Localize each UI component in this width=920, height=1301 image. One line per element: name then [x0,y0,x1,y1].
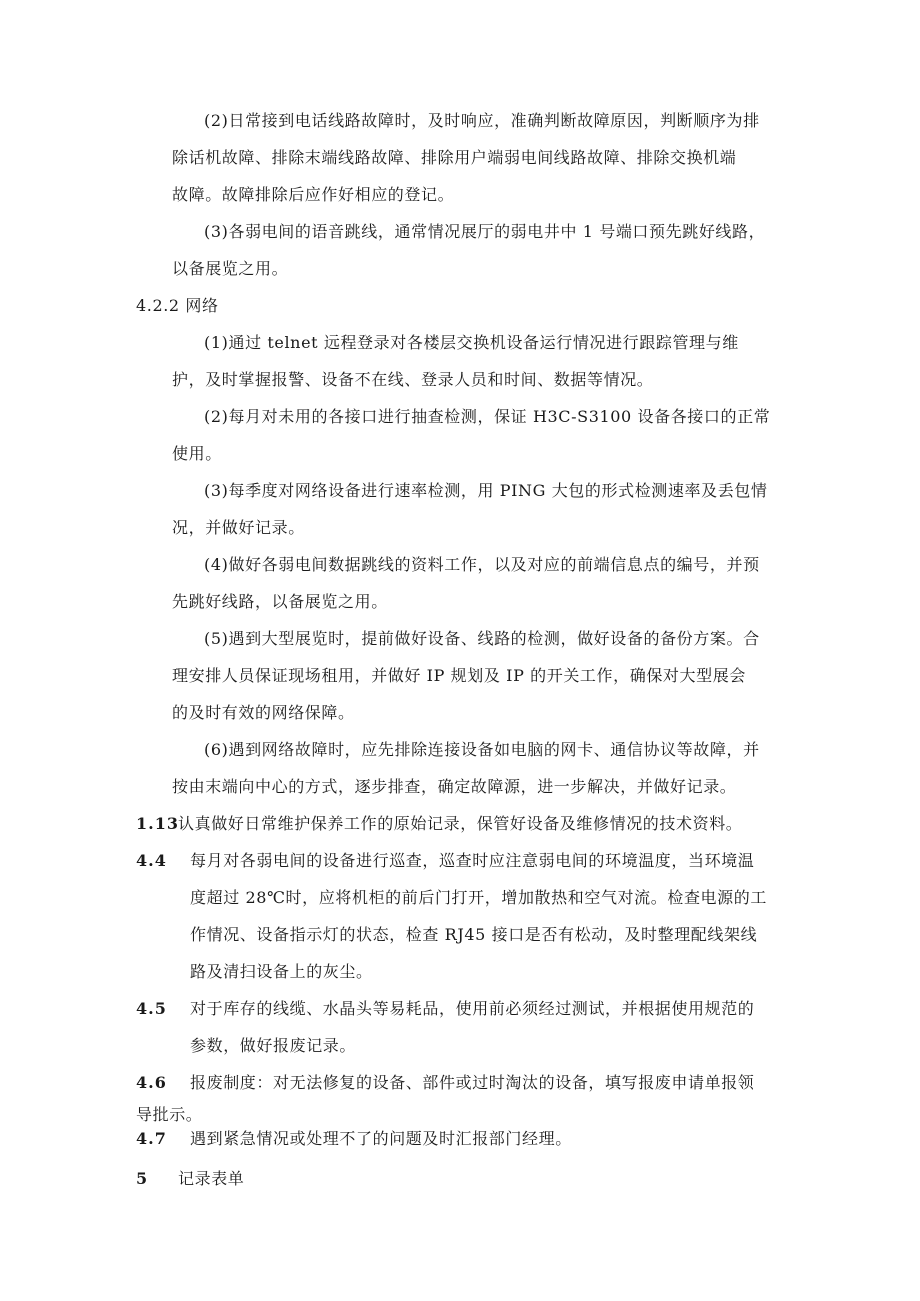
section-number: 1.13 [136,814,179,833]
text-line: 作情况、设备指示灯的状态，检查 RJ45 接口是否有松动，及时整理配线架线 [190,925,758,944]
text-line: 对于库存的线缆、水晶头等易耗品，使用前必须经过测试，并根据使用规范的 [190,999,755,1018]
text-line: 理安排人员保证现场租用，并做好 IP 规划及 IP 的开关工作，确保对大型展会 [172,666,746,685]
section-5-text: 记录表单 [178,1169,245,1188]
text-line: (2)每月对未用的各接口进行抽查检测，保证 H3C-S3100 设备各接口的正常 [204,407,771,426]
text-line: (3)各弱电间的语音跳线，通常情况展厅的弱电井中 1 号端口预先跳好线路， [204,222,766,241]
section-47-text: 遇到紧急情况或处理不了的问题及时汇报部门经理。 [190,1129,572,1148]
network-item-5 [204,620,760,657]
text-line: (4)做好各弱电间数据跳线的资料工作，以及对应的前端信息点的编号，并预 [204,555,760,574]
text-line: 使用。 [172,444,222,463]
network-item-1 [204,324,739,361]
text-line: 路及清扫设备上的灰尘。 [190,962,373,981]
text-line: 故障。故障排除后应作好相应的登记。 [172,185,455,204]
network-item-3-cont [172,509,305,546]
network-item-1-cont [172,361,653,398]
text-line: 除话机故障、排除末端线路故障、排除用户端弱电间线路故障、排除交换机端 [172,148,737,167]
section-45-text [190,990,754,1064]
network-item-6 [204,731,760,768]
phone-item-3 [204,213,765,250]
section-44-text [190,842,767,990]
section-46-text-cont: 导批示。 [136,1105,203,1124]
section-number: 4.5 [136,999,167,1018]
text-line: (2)日常接到电话线路故障时，及时响应，准确判断故障原因，判断顺序为排 [204,111,760,130]
text-line: 况，并做好记录。 [172,518,305,537]
network-item-2-cont [172,435,222,472]
text-line: (5)遇到大型展览时，提前做好设备、线路的检测，做好设备的备份方案。合 [204,629,760,648]
section-number: 4.4 [136,851,167,870]
phone-item-2-cont [172,139,736,213]
section-number: 4.7 [136,1129,167,1148]
text-line: 先跳好线路，以备展览之用。 [172,592,388,611]
text-line: 以备展览之用。 [172,259,289,278]
network-item-3 [204,472,768,509]
text-line: 度超过 28℃时，应将机柜的前后门打开，增加散热和空气对流。检查电源的工 [190,888,767,907]
text-line: 每月对各弱电间的设备进行巡查，巡查时应注意弱电间的环境温度，当环境温 [190,851,755,870]
section-heading-network: 4.2.2 网络 [136,296,219,315]
network-item-5-cont [172,657,746,731]
phone-item-2 [204,102,760,139]
text-line: 按由末端向中心的方式，逐步排查，确定故障源，进一步解决，并做好记录。 [172,777,737,796]
text-line: (1)通过 telnet 远程登录对各楼层交换机设备运行情况进行跟踪管理与维 [204,333,739,352]
text-line: (3)每季度对网络设备进行速率检测，用 PING 大包的形式检测速率及丢包情 [204,481,768,500]
network-item-4-cont [172,583,388,620]
text-line: 的及时有效的网络保障。 [172,703,355,722]
text-line: (6)遇到网络故障时，应先排除连接设备如电脑的网卡、通信协议等故障，并 [204,740,760,759]
phone-item-3-cont [172,250,288,287]
section-number: 4.6 [136,1073,167,1092]
section-46-text: 报废制度：对无法修复的设备、部件或过时淘汰的设备，填写报废申请单报领 [190,1073,755,1092]
section-number: 5 [136,1169,149,1188]
network-item-6-cont [172,768,736,805]
network-item-2 [204,398,770,435]
text-line: 护，及时掌握报警、设备不在线、登录人员和时间、数据等情况。 [172,370,654,389]
section-413-text: 认真做好日常维护保养工作的原始记录，保管好设备及维修情况的技术资料。 [178,814,743,833]
text-line: 参数，做好报废记录。 [190,1036,357,1055]
network-item-4 [204,546,760,583]
